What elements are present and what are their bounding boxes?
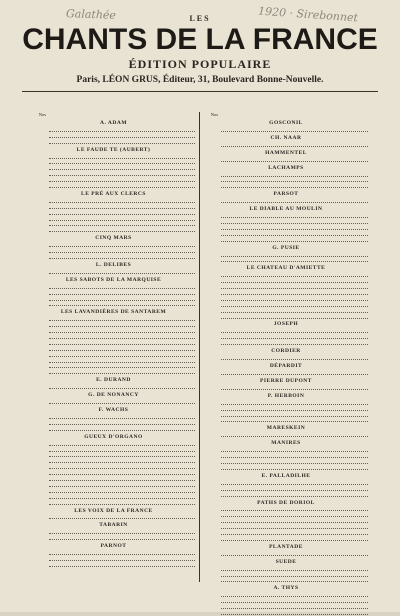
entry-leader-dots	[49, 400, 195, 404]
entry-leader-dots	[49, 495, 195, 499]
song-entry-row	[32, 227, 195, 233]
entry-leader-dots	[49, 140, 195, 144]
entry-leader-dots	[49, 489, 195, 493]
entry-leader-dots	[221, 220, 368, 224]
entry-leader-dots	[221, 128, 368, 132]
section-heading: SUEDE	[275, 558, 297, 565]
song-entry-row	[204, 432, 368, 438]
section-heading: PLANTADE	[269, 543, 303, 550]
entry-leader-dots	[49, 172, 195, 176]
entry-leader-dots	[49, 465, 195, 469]
entry-leader-dots	[221, 303, 368, 307]
handwritten-note-right: 1920 · Sirebonnet	[257, 4, 359, 25]
entry-leader-dots	[49, 155, 195, 159]
entry-leader-dots	[49, 285, 195, 289]
section-heading: CH. NAAR	[270, 134, 302, 141]
entry-leader-dots	[221, 418, 368, 422]
entry-leader-dots	[49, 211, 195, 215]
entry-leader-dots	[221, 158, 368, 162]
entry-leader-dots	[221, 599, 368, 603]
song-entry-row	[204, 370, 368, 376]
entry-leader-dots	[49, 222, 195, 226]
entry-leader-dots	[49, 459, 195, 463]
song-entry-row	[204, 340, 368, 346]
section-heading: CINQ MARS	[95, 235, 132, 242]
song-entry-row	[32, 426, 195, 432]
entry-leader-dots	[49, 184, 195, 188]
column-number-header	[32, 112, 195, 118]
entry-leader-dots	[49, 228, 195, 232]
entry-leader-dots	[49, 347, 195, 351]
section-heading: LES VOIX DE LA FRANCE	[74, 507, 153, 514]
section-heading: MARESKEIN	[266, 425, 306, 432]
entry-leader-dots	[221, 537, 368, 541]
section-heading: LE FAUDE TE (AUBERT)	[76, 146, 151, 153]
song-entry-row	[204, 142, 368, 148]
entry-leader-dots	[221, 448, 368, 452]
section-heading: G. DE NONANCY	[88, 392, 139, 399]
entry-leader-dots	[49, 557, 195, 561]
section-heading: LES SABOTS DE LA MARQUISE	[65, 276, 162, 283]
entry-leader-dots	[221, 401, 368, 405]
entry-leader-dots	[49, 421, 195, 425]
entry-leader-dots	[221, 386, 368, 390]
entry-leader-dots	[49, 563, 195, 567]
entry-leader-dots	[49, 448, 195, 452]
section-heading: P. HERBOIN	[267, 392, 305, 399]
entry-leader-dots	[49, 530, 195, 534]
entry-leader-dots	[49, 217, 195, 221]
entry-leader-dots	[49, 442, 195, 446]
entry-leader-dots	[221, 356, 368, 360]
catalog-columns	[28, 112, 372, 592]
entry-leader-dots	[221, 279, 368, 283]
entry-leader-dots	[221, 371, 368, 375]
page-title: CHANTS DE LA FRANCE	[22, 23, 378, 56]
entry-leader-dots	[221, 481, 368, 485]
entry-leader-dots	[221, 567, 368, 571]
entry-leader-dots	[221, 238, 368, 242]
entry-leader-dots	[49, 385, 195, 389]
entry-leader-dots	[221, 273, 368, 277]
entry-leader-dots	[49, 515, 195, 519]
entry-leader-dots	[49, 364, 195, 368]
edition-subtitle: ÉDITION POPULAIRE	[128, 57, 272, 71]
section-heading: TABARIN	[99, 522, 128, 529]
entry-leader-dots	[49, 329, 195, 333]
section-heading: E. DURAND	[96, 377, 131, 384]
entry-leader-dots	[221, 433, 368, 437]
entry-leader-dots	[49, 471, 195, 475]
section-heading: F. WACHS	[98, 407, 129, 414]
entry-leader-dots	[221, 573, 368, 577]
song-entry-row	[204, 314, 368, 320]
section-heading: PIERRE DUPONT	[260, 377, 312, 384]
section-heading: GUEUX D'ORGANO	[84, 433, 143, 440]
song-entry-row	[204, 385, 368, 391]
publisher-line: Paris, LÉON GRUS, Éditeur, 31, Boulevard Bonne-Nouvelle.	[76, 75, 324, 85]
section-heading: PARNOT	[100, 543, 127, 550]
section-heading: GOSCONIL	[269, 119, 303, 126]
entry-leader-dots	[221, 487, 368, 491]
section-heading: A. THYS	[273, 585, 299, 592]
song-entry-row	[32, 183, 195, 189]
entry-leader-dots	[49, 291, 195, 295]
section-heading: HAMMENTEL	[265, 149, 307, 156]
entry-leader-dots	[49, 243, 195, 247]
section-heading: L. DELIBES	[95, 261, 132, 268]
entry-leader-dots	[49, 353, 195, 357]
entry-leader-dots	[49, 302, 195, 306]
song-entry-row	[204, 257, 368, 263]
section-heading: PARSOT	[273, 191, 299, 198]
entry-leader-dots	[49, 370, 195, 374]
song-entry-row	[32, 369, 195, 375]
section-heading: DÉPARDIT	[269, 363, 303, 370]
entry-leader-dots	[221, 493, 368, 497]
entry-leader-dots	[221, 143, 368, 147]
song-entry-row	[32, 535, 195, 541]
song-entry-row	[204, 355, 368, 361]
entry-leader-dots	[49, 178, 195, 182]
entry-leader-dots	[49, 160, 195, 164]
entry-leader-dots	[221, 460, 368, 464]
entry-leader-dots	[221, 578, 368, 582]
entry-leader-dots	[221, 226, 368, 230]
entry-leader-dots	[49, 270, 195, 274]
entry-leader-dots	[49, 341, 195, 345]
entry-leader-dots	[49, 415, 195, 419]
entry-leader-dots	[221, 199, 368, 203]
entry-leader-dots	[49, 255, 195, 259]
handwritten-note-left: Galathée	[65, 7, 117, 22]
catalog-column-left	[28, 112, 200, 582]
entry-leader-dots	[221, 173, 368, 177]
song-entry-row	[32, 139, 195, 145]
entry-leader-dots	[49, 335, 195, 339]
entry-leader-dots	[221, 297, 368, 301]
entry-leader-dots	[49, 477, 195, 481]
entry-leader-dots	[221, 525, 368, 529]
song-entry-row	[204, 465, 368, 471]
song-entry-row	[204, 237, 368, 243]
section-heading: CORDIER	[271, 348, 301, 355]
section-heading: A. ADAM	[99, 119, 128, 126]
entry-leader-dots	[221, 214, 368, 218]
entry-leader-dots	[221, 552, 368, 556]
section-heading: MANIRES	[271, 440, 301, 447]
entry-leader-dots	[49, 323, 195, 327]
entry-leader-dots	[49, 134, 195, 138]
section-heading: E. PALLADILHE	[261, 472, 311, 479]
entry-leader-dots	[221, 309, 368, 313]
entry-leader-dots	[221, 466, 368, 470]
song-entry-row	[32, 384, 195, 390]
column-number-label: Nos	[210, 112, 218, 118]
column-number-header	[204, 112, 368, 118]
entry-leader-dots	[221, 593, 368, 597]
song-entry-row	[32, 500, 195, 506]
song-entry-row	[32, 562, 195, 568]
entry-leader-dots	[221, 291, 368, 295]
section-heading: PATHS DE DORIOL	[257, 499, 315, 506]
entry-leader-dots	[49, 483, 195, 487]
song-entry-row	[32, 301, 195, 307]
entry-leader-dots	[221, 178, 368, 182]
entry-leader-dots	[221, 184, 368, 188]
song-entry-row	[32, 269, 195, 275]
song-entry-row	[204, 418, 368, 424]
section-heading: G. PUSIE	[272, 244, 300, 251]
section-heading: LE CHATEAU D'AMIETTE	[246, 265, 326, 272]
entry-leader-dots	[49, 199, 195, 203]
entry-leader-dots	[49, 249, 195, 253]
entry-leader-dots	[221, 232, 368, 236]
song-entry-row	[204, 551, 368, 557]
song-entry-row	[204, 157, 368, 163]
entry-leader-dots	[221, 454, 368, 458]
entry-leader-dots	[221, 513, 368, 517]
section-heading: LACHAMPS	[268, 164, 304, 171]
song-entry-row	[204, 492, 368, 498]
song-entry-row	[204, 578, 368, 584]
entry-leader-dots	[49, 536, 195, 540]
entry-leader-dots	[49, 297, 195, 301]
section-heading: LES LAVANDIÈRES DE SANTAREM	[60, 309, 167, 316]
header-divider	[22, 91, 378, 92]
song-entry-row	[32, 254, 195, 260]
entry-leader-dots	[221, 507, 368, 511]
entry-leader-dots	[221, 285, 368, 289]
song-entry-row	[204, 536, 368, 542]
entry-leader-dots	[221, 258, 368, 262]
entry-leader-dots	[49, 501, 195, 505]
song-entry-row	[32, 515, 195, 521]
entry-leader-dots	[221, 253, 368, 257]
song-entry-row	[204, 127, 368, 133]
song-entry-row	[204, 183, 368, 189]
entry-leader-dots	[221, 413, 368, 417]
entry-leader-dots	[49, 551, 195, 555]
song-entry-row	[204, 198, 368, 204]
entry-leader-dots	[49, 427, 195, 431]
entry-leader-dots	[221, 335, 368, 339]
song-entry-row	[32, 399, 195, 405]
entry-leader-dots	[221, 531, 368, 535]
entry-leader-dots	[49, 128, 195, 132]
entry-leader-dots	[221, 519, 368, 523]
entry-leader-dots	[49, 205, 195, 209]
entry-leader-dots	[221, 407, 368, 411]
catalog-column-right	[200, 112, 372, 592]
section-heading: JOSEPH	[273, 321, 299, 328]
entry-leader-dots	[221, 329, 368, 333]
entry-leader-dots	[221, 315, 368, 319]
entry-leader-dots	[49, 453, 195, 457]
section-heading: LE PRÉ AUX CLERCS	[81, 190, 146, 197]
section-heading: LE DIABLE AU MOULIN	[249, 206, 323, 213]
entry-leader-dots	[49, 166, 195, 170]
entry-leader-dots	[49, 359, 195, 363]
song-entry-row	[204, 610, 368, 616]
entry-leader-dots	[49, 317, 195, 321]
title-prefix: LES	[189, 14, 211, 23]
column-number-label: Nos	[38, 112, 46, 118]
entry-leader-dots	[221, 341, 368, 345]
entry-leader-dots	[221, 605, 368, 609]
